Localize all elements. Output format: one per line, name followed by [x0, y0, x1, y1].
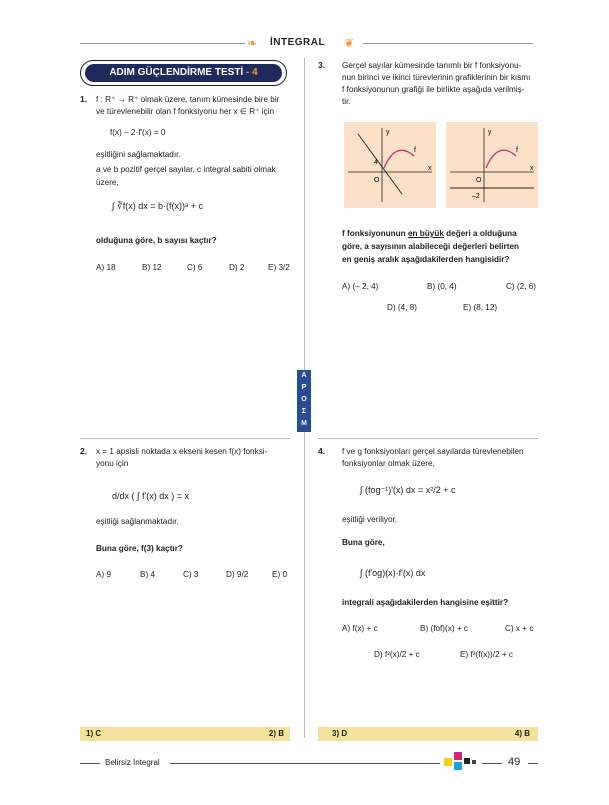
q1-line4: a ve b pozitif gerçel sayılar, c integral sabiti olmak [96, 165, 276, 174]
brand-vertical-bar: A P O Σ M [297, 370, 311, 432]
graph2-m2-label: –2 [472, 193, 480, 200]
q3-option-c[interactable]: C) (2, 6) [506, 282, 537, 291]
q2-formula: d/dx ( ∫ f'(x) dx ) = x [112, 491, 189, 501]
q4-line3: eşitliği veriliyor. [342, 515, 398, 524]
graph-1 [344, 122, 436, 208]
q1-option-e[interactable]: E) 3/2 [268, 263, 290, 272]
header-title: İNTEGRAL [270, 37, 326, 48]
graph2-x-label: x [530, 165, 534, 172]
footer-rule-left [80, 763, 100, 764]
q2-option-c[interactable]: C) 3 [183, 570, 199, 579]
answer-3: 3) D [332, 729, 348, 738]
q1-option-c[interactable]: C) 6 [187, 263, 203, 272]
q3-line3: f fonksiyonunun grafiği ile birlikte aşağıda verilmiş- [342, 85, 525, 94]
row-divider-right [318, 438, 538, 439]
answer-bar-right [318, 727, 538, 741]
footer-rule-mid [170, 763, 440, 764]
q1-line3: eşitliğini sağlamaktadır. [96, 150, 181, 159]
q4-option-b[interactable]: B) (fof)(x) + c [420, 624, 468, 633]
answer-1: 1) C [86, 729, 102, 738]
q4-option-e[interactable]: E) f²(f(x))/2 + c [460, 650, 513, 659]
q3-line4: tir. [342, 97, 351, 106]
header-rule-right [363, 43, 533, 44]
q2-line3: eşitliği sağlanmaktadır. [96, 517, 179, 526]
q1-option-d[interactable]: D) 2 [229, 263, 245, 272]
badge-number: - 4 [246, 67, 258, 78]
q4-number: 4. [318, 446, 326, 456]
q4-line2: fonksiyonlar olmak üzere, [342, 459, 435, 468]
q3-question-line3: en geniş aralık aşağıdakilerden hangisidir? [342, 255, 510, 264]
q1-option-a[interactable]: A) 18 [96, 263, 116, 272]
test-badge [80, 60, 287, 86]
q3-option-e[interactable]: E) (8, 12) [463, 303, 498, 312]
q1-number: 1. [80, 94, 88, 104]
q4-option-a[interactable]: A) f(x) + c [342, 624, 378, 633]
graph2-origin: O [476, 177, 482, 184]
q1-line5: üzere, [96, 178, 119, 187]
q1-formula: ∫ ∛f(x) dx = b·(f(x))ᵃ + c [112, 201, 204, 211]
page-number: 49 [508, 756, 521, 768]
q4-formula2: ∫ (f'og)(x)·f'(x) dx [360, 568, 426, 578]
answer-2: 2) B [268, 729, 284, 738]
graph2-f-label: f [516, 147, 518, 154]
header-ornament-right: ❦ [344, 36, 355, 50]
q1-line1: f : R⁺ → R⁺ olmak üzere, tanım kümesinde bire bir [96, 95, 280, 104]
q3-question-line2: göre, a sayısının alabileceği değerleri belirten [342, 242, 520, 251]
q1-line2: ve türevlenebilir olan f fonksiyonu her x ∈ R⁺ için [96, 107, 275, 116]
badge-label: ADIM GÜÇLENDİRME TESTİ [109, 67, 244, 78]
header-ornament-left: ❧ [247, 36, 258, 50]
q2-number: 2. [80, 446, 88, 456]
graph1-4-label: 4 [374, 159, 378, 166]
q2-question: Buna göre, f(3) kaçtır? [96, 544, 183, 553]
q1-question: olduğuna göre, b sayısı kaçtır? [96, 236, 217, 245]
answer-bar-left [80, 727, 290, 741]
q4-question2: integrali aşağıdakilerden hangisine eşittir? [342, 598, 509, 607]
footer-rule-right [482, 763, 502, 764]
answer-4: 4) B [514, 729, 530, 738]
q4-option-c[interactable]: C) x + c [505, 624, 534, 633]
q2-option-e[interactable]: E) 0 [272, 570, 288, 579]
footer-rule-end [528, 763, 538, 764]
graph1-origin: O [374, 177, 380, 184]
q1-option-b[interactable]: B) 12 [142, 263, 162, 272]
row-divider-left [80, 438, 290, 439]
graph1-y-label: y [386, 129, 390, 136]
graph-2 [446, 122, 538, 208]
q3-option-b[interactable]: B) (0, 4) [427, 282, 457, 291]
q4-line1: f ve g fonksiyonları gerçel sayılarda türevlenebilen [342, 447, 524, 456]
footer-label: Belirsiz İntegral [105, 758, 160, 767]
q2-option-d[interactable]: D) 9/2 [226, 570, 249, 579]
q2-line1: x = 1 apsisli noktada x ekseni kesen f(x) fonksi- [96, 447, 268, 456]
q3-number: 3. [318, 60, 326, 70]
q3-option-a[interactable]: A) (– 2, 4) [342, 282, 379, 291]
q2-option-b[interactable]: B) 4 [140, 570, 156, 579]
q3-line2: nun birinci ve ikinci türevlerinin grafiklerinin bir kısmı [342, 73, 531, 82]
q2-line2: yonu için [96, 459, 129, 468]
q3-option-d[interactable]: D) (4, 8) [387, 303, 418, 312]
q4-formula: ∫ (fog⁻¹)'(x) dx = x²/2 + c [360, 485, 456, 495]
q3-question-line1: f fonksiyonunun en büyük değeri a olduğuna [342, 229, 517, 238]
q4-question: Buna göre, [342, 538, 385, 547]
q4-option-d[interactable]: D) f²(x)/2 + c [374, 650, 420, 659]
graph1-x-label: x [428, 165, 432, 172]
q2-option-a[interactable]: A) 9 [96, 570, 112, 579]
graph2-y-label: y [488, 129, 492, 136]
graph1-f-label: f [414, 147, 416, 154]
q1-equation: f(x) – 2·f'(x) = 0 [110, 128, 166, 137]
header-rule-left [80, 43, 245, 44]
q3-line1: Gerçel sayılar kümesinde tanımlı bir f fonksiyonu- [342, 61, 522, 70]
